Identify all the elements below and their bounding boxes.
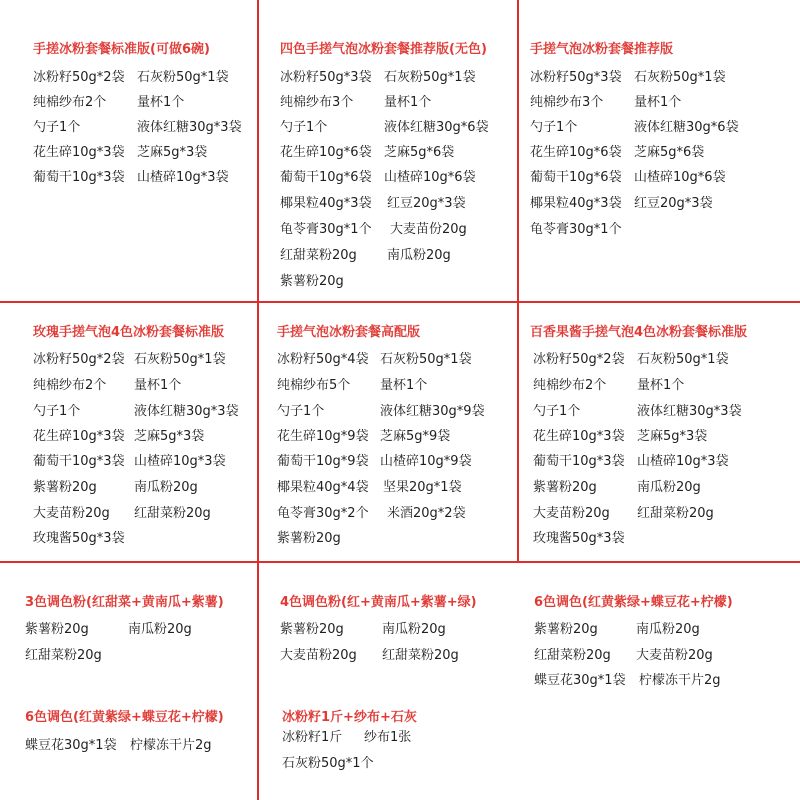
list-item: 石灰粉50g*1袋	[380, 352, 472, 367]
list-item: 液体红糖30g*6袋	[634, 120, 739, 135]
list-item: 量杯1个	[384, 95, 432, 110]
list-item: 南瓜粉20g	[134, 480, 198, 495]
panel-title: 手搓气泡冰粉套餐高配版	[277, 325, 421, 340]
list-item: 柠檬冻干片2g	[130, 738, 212, 753]
list-item: 冰粉籽50g*3袋	[530, 70, 622, 85]
list-item: 南瓜粉20g	[636, 622, 700, 637]
list-item: 勺子1个	[33, 404, 81, 419]
panel-title: 玫瑰手搓气泡4色冰粉套餐标准版	[33, 325, 225, 340]
list-item: 勺子1个	[533, 404, 581, 419]
list-item: 冰粉籽50g*2袋	[533, 352, 625, 367]
list-item: 红豆20g*3袋	[634, 196, 713, 211]
list-item: 石灰粉50g*1袋	[637, 352, 729, 367]
list-item: 葡萄干10g*3袋	[533, 454, 625, 469]
list-item: 芝麻5g*6袋	[384, 145, 455, 160]
list-item: 米酒20g*2袋	[387, 506, 466, 521]
list-item: 冰粉籽50g*4袋	[277, 352, 369, 367]
list-item: 量杯1个	[380, 378, 428, 393]
list-item: 勺子1个	[530, 120, 578, 135]
list-item: 大麦苗粉20g	[533, 506, 610, 521]
list-item: 紫薯粉20g	[25, 622, 89, 637]
list-item: 山楂碎10g*3袋	[637, 454, 729, 469]
list-item: 大麦苗粉20g	[636, 648, 713, 663]
panel-rose-four-color	[0, 303, 257, 561]
list-item: 蝶豆花30g*1袋	[534, 673, 626, 688]
list-item: 南瓜粉20g	[387, 248, 451, 263]
panel-title: 6色调色(红黄紫绿+蝶豆花+柠檬)	[25, 710, 224, 725]
list-item: 量杯1个	[634, 95, 682, 110]
panel-premium-kit	[259, 303, 517, 561]
list-item: 葡萄干10g*9袋	[277, 454, 369, 469]
list-item: 勺子1个	[280, 120, 328, 135]
panel-standard-kit	[0, 0, 257, 301]
list-item: 液体红糖30g*6袋	[384, 120, 489, 135]
list-item: 石灰粉50g*1个	[282, 756, 374, 771]
list-item: 量杯1个	[137, 95, 185, 110]
list-item: 紫薯粉20g	[280, 274, 344, 289]
list-item: 山楂碎10g*6袋	[634, 170, 726, 185]
list-item: 玫瑰酱50g*3袋	[33, 531, 125, 546]
panel-four-color-powder	[259, 563, 517, 688]
list-item: 龟苓膏30g*1个	[530, 222, 622, 237]
panel-title: 四色手搓气泡冰粉套餐推荐版(无色)	[280, 42, 487, 57]
list-item: 葡萄干10g*3袋	[33, 454, 125, 469]
list-item: 紫薯粉20g	[533, 480, 597, 495]
list-item: 龟苓膏30g*1个	[280, 222, 372, 237]
list-item: 液体红糖30g*3袋	[637, 404, 742, 419]
list-item: 芝麻5g*3袋	[137, 145, 208, 160]
list-item: 石灰粉50g*1袋	[134, 352, 226, 367]
list-item: 花生碎10g*3袋	[33, 429, 125, 444]
list-item: 石灰粉50g*1袋	[384, 70, 476, 85]
list-item: 紫薯粉20g	[33, 480, 97, 495]
list-item: 葡萄干10g*3袋	[33, 170, 125, 185]
list-item: 芝麻5g*6袋	[634, 145, 705, 160]
list-item: 坚果20g*1袋	[383, 480, 462, 495]
list-item: 纯棉纱布2个	[33, 95, 107, 110]
list-item: 花生碎10g*9袋	[277, 429, 369, 444]
list-item: 冰粉籽50g*2袋	[33, 70, 125, 85]
list-item: 量杯1个	[134, 378, 182, 393]
list-item: 花生碎10g*3袋	[533, 429, 625, 444]
list-item: 纯棉纱布3个	[530, 95, 604, 110]
list-item: 红甜菜粉20g	[25, 648, 102, 663]
panel-six-color-powder-small	[0, 690, 257, 800]
list-item: 红甜菜粉20g	[280, 248, 357, 263]
list-item: 勺子1个	[277, 404, 325, 419]
list-item: 玫瑰酱50g*3袋	[533, 531, 625, 546]
list-item: 大麦苗粉20g	[33, 506, 110, 521]
list-item: 龟苓膏30g*2个	[277, 506, 369, 521]
list-item: 花生碎10g*6袋	[280, 145, 372, 160]
list-item: 冰粉籽50g*2袋	[33, 352, 125, 367]
panel-title: 手搓冰粉套餐标准版(可做6碗)	[33, 42, 210, 57]
list-item: 勺子1个	[33, 120, 81, 135]
list-item: 南瓜粉20g	[128, 622, 192, 637]
list-item: 蝶豆花30g*1袋	[25, 738, 117, 753]
list-item: 红甜菜粉20g	[534, 648, 611, 663]
list-item: 冰粉籽50g*3袋	[280, 70, 372, 85]
panel-bubble-recommended	[519, 0, 800, 301]
list-item: 纱布1张	[364, 730, 412, 745]
list-item: 芝麻5g*9袋	[380, 429, 451, 444]
list-item: 液体红糖30g*3袋	[134, 404, 239, 419]
list-item: 纯棉纱布2个	[533, 378, 607, 393]
list-item: 山楂碎10g*6袋	[384, 170, 476, 185]
list-item: 红甜菜粉20g	[637, 506, 714, 521]
list-item: 柠檬冻干片2g	[639, 673, 721, 688]
panel-six-color-powder	[519, 563, 800, 800]
panel-seeds-gauze-lime	[259, 690, 517, 800]
list-item: 石灰粉50g*1袋	[634, 70, 726, 85]
list-item: 冰粉籽1斤	[282, 730, 343, 745]
list-item: 葡萄干10g*6袋	[530, 170, 622, 185]
list-item: 南瓜粉20g	[637, 480, 701, 495]
list-item: 椰果粒40g*3袋	[530, 196, 622, 211]
list-item: 芝麻5g*3袋	[134, 429, 205, 444]
list-item: 纯棉纱布2个	[33, 378, 107, 393]
panel-title: 手搓气泡冰粉套餐推荐版	[530, 42, 674, 57]
list-item: 椰果粒40g*4袋	[277, 480, 369, 495]
list-item: 花生碎10g*6袋	[530, 145, 622, 160]
list-item: 紫薯粉20g	[280, 622, 344, 637]
panel-passion-fruit-four-color	[519, 303, 800, 561]
panel-title: 百香果酱手搓气泡4色冰粉套餐标准版	[530, 325, 748, 340]
list-item: 花生碎10g*3袋	[33, 145, 125, 160]
list-item: 红甜菜粉20g	[382, 648, 459, 663]
list-item: 紫薯粉20g	[534, 622, 598, 637]
list-item: 紫薯粉20g	[277, 531, 341, 546]
list-item: 液体红糖30g*3袋	[137, 120, 242, 135]
list-item: 芝麻5g*3袋	[637, 429, 708, 444]
list-item: 山楂碎10g*9袋	[380, 454, 472, 469]
list-item: 椰果粒40g*3袋	[280, 196, 372, 211]
panel-title: 4色调色粉(红+黄南瓜+紫薯+绿)	[280, 595, 477, 610]
list-item: 南瓜粉20g	[382, 622, 446, 637]
panel-four-color-recommended	[259, 0, 517, 301]
list-item: 纯棉纱布3个	[280, 95, 354, 110]
list-item: 山楂碎10g*3袋	[137, 170, 229, 185]
list-item: 石灰粉50g*1袋	[137, 70, 229, 85]
list-item: 液体红糖30g*9袋	[380, 404, 485, 419]
list-item: 红豆20g*3袋	[387, 196, 466, 211]
panel-title: 冰粉籽1斤+纱布+石灰	[282, 710, 417, 725]
list-item: 大麦苗粉20g	[280, 648, 357, 663]
list-item: 葡萄干10g*6袋	[280, 170, 372, 185]
list-item: 量杯1个	[637, 378, 685, 393]
list-item: 山楂碎10g*3袋	[134, 454, 226, 469]
panel-title: 3色调色粉(红甜菜+黄南瓜+紫薯)	[25, 595, 224, 610]
panel-title: 6色调色(红黄紫绿+蝶豆花+柠檬)	[534, 595, 733, 610]
list-item: 纯棉纱布5个	[277, 378, 351, 393]
list-item: 大麦苗份20g	[390, 222, 467, 237]
list-item: 红甜菜粉20g	[134, 506, 211, 521]
